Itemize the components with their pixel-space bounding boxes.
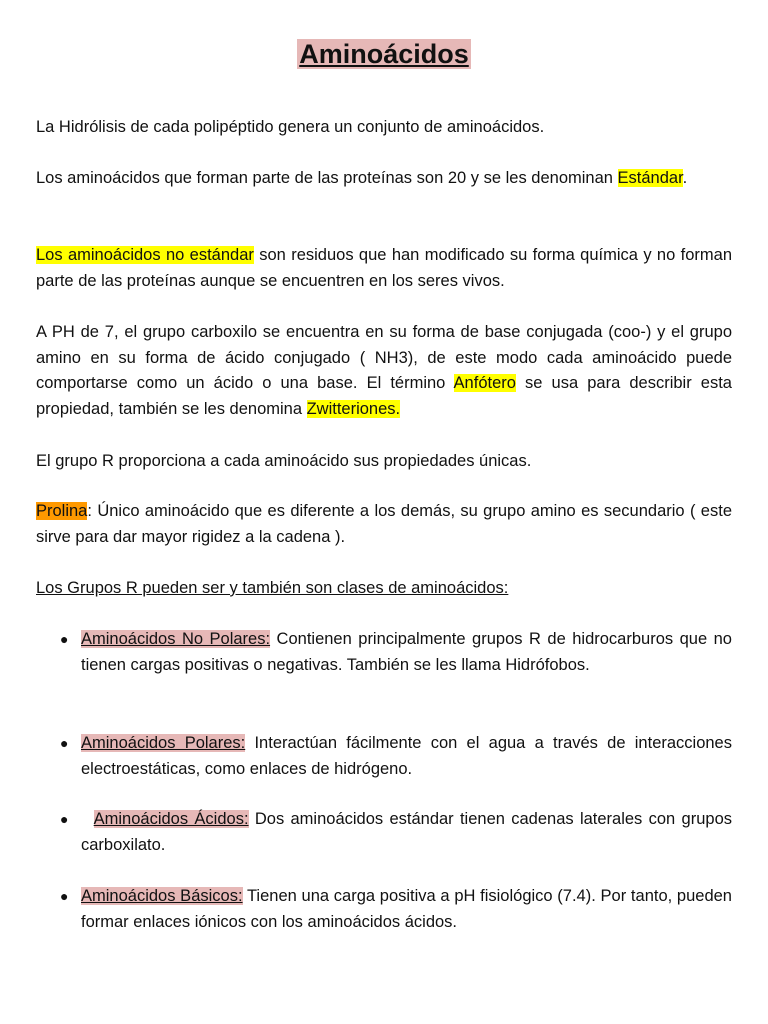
bullet-icon: ● xyxy=(60,888,69,904)
paragraph-ph: A PH de 7, el grupo carboxilo se encuentra en su forma de base conjugada (coo-) y el grupo amino en su forma de ácido conjugado ( NH3), de este modo cada aminoácido puede comportarse como un ácido o una base. El término Anfótero se usa para describir esta propiedad, también se les denomina Zwitteriones. xyxy=(36,323,732,418)
paragraph-no-estandar: Los aminoácidos no estándar son residuos que han modificado su forma química y no forman parte de las proteínas aunque se encuentren en los seres vivos. xyxy=(36,246,732,290)
paragraph-prolina: Prolina: Único aminoácido que es diferente a los demás, su grupo amino es secundario ( este sirve para dar mayor rigidez a la cadena ). xyxy=(36,502,732,546)
paragraph-hidrolisis: La Hidrólisis de cada polipéptido genera un conjunto de aminoácidos. xyxy=(36,118,545,136)
list-item-label: Aminoácidos No Polares: xyxy=(81,630,271,648)
bullet-icon: ● xyxy=(60,631,69,647)
bullet-icon: ● xyxy=(60,735,69,751)
bullet-icon: ● xyxy=(60,811,69,827)
highlight-anfotero: Anfótero xyxy=(453,374,516,392)
highlight-prolina: Prolina xyxy=(36,502,88,520)
highlight-no-estandar: Los aminoácidos no estándar xyxy=(36,246,254,264)
highlight-estandar: Estándar xyxy=(617,169,683,187)
paragraph-estandar: Los aminoácidos que forman parte de las proteínas son 20 y se les denominan Estándar. xyxy=(36,169,688,187)
list-item-label: Aminoácidos Polares: xyxy=(81,734,246,752)
list-item-label: Aminoácidos Ácidos: xyxy=(93,810,249,828)
section-subheading: Los Grupos R pueden ser y también son clases de aminoácidos: xyxy=(36,579,509,597)
list-item-label: Aminoácidos Básicos: xyxy=(81,887,243,905)
page-title: Aminoácidos xyxy=(299,39,469,69)
highlight-zwitteriones: Zwitteriones. xyxy=(306,399,401,418)
paragraph-grupo-r: El grupo R proporciona a cada aminoácido sus propiedades únicas. xyxy=(36,452,532,470)
